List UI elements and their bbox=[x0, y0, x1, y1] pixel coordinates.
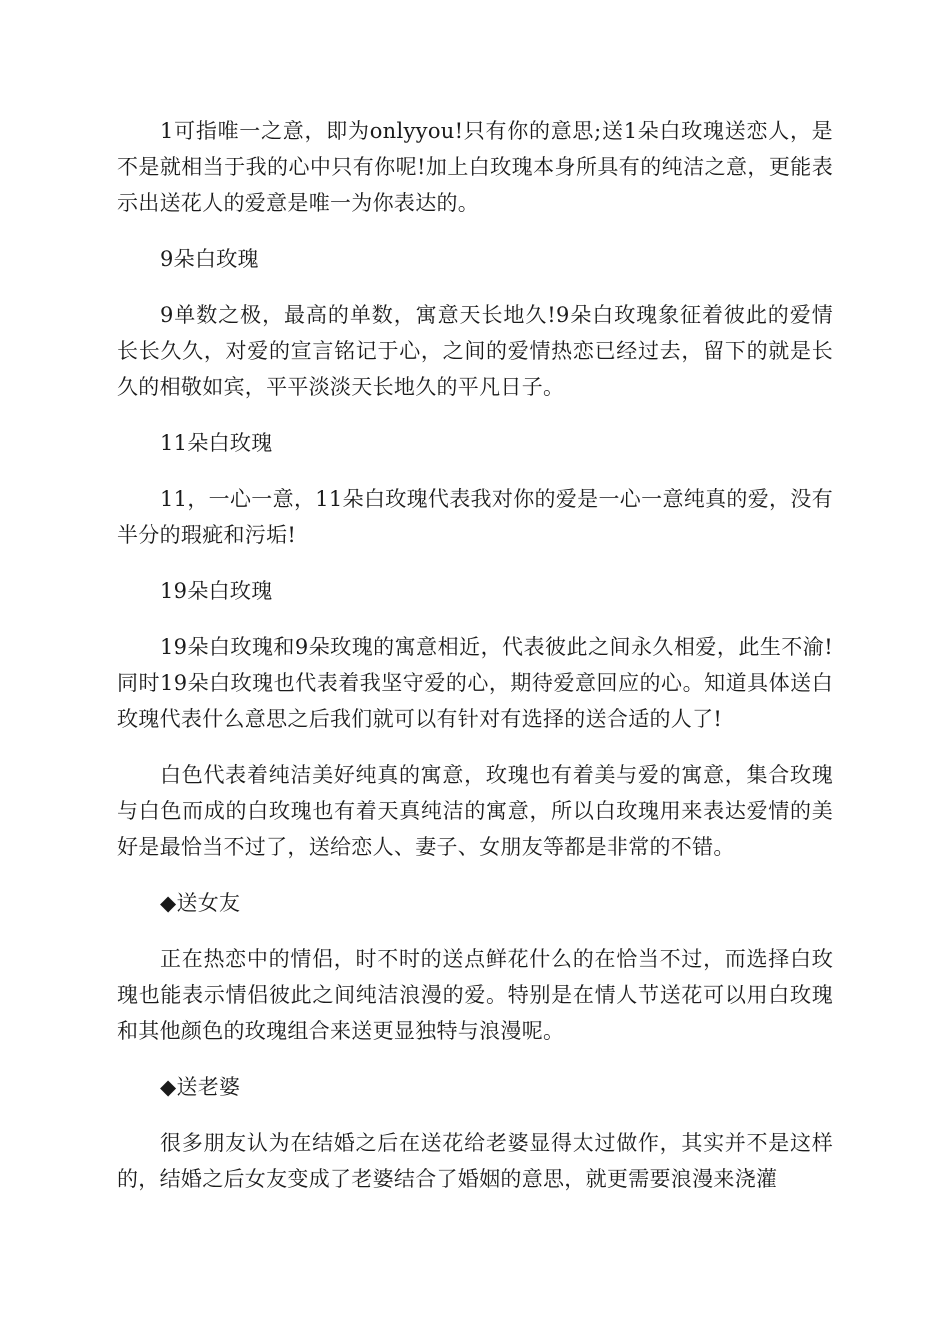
heading-eleven-roses: 11朵白玫瑰 bbox=[160, 431, 273, 455]
paragraph-white-meaning: 白色代表着纯洁美好纯真的寓意，玫瑰也有着美与爱的寓意，集合玫瑰与白色而成的白玫瑰也有着天真纯洁的寓意，所以白玫瑰用来表达爱情的美好是最恰当不过了，送给恋人、妻子、女朋友等都是非常的不错。 bbox=[117, 763, 833, 859]
paragraph-one-rose: 1可指唯一之意，即为onlyyou!只有你的意思;送1朵白玫瑰送恋人，是不是就相当于我的心中只有你呢!加上白玫瑰本身所具有的纯洁之意，更能表示出送花人的爱意是唯一为你表达的。 bbox=[117, 119, 833, 215]
paragraph-for-girlfriend: 正在热恋中的情侣，时不时的送点鲜花什么的在恰当不过，而选择白玫瑰也能表示情侣彼此之间纯洁浪漫的爱。特别是在情人节送花可以用白玫瑰和其他颜色的玫瑰组合来送更显独特与浪漫呢。 bbox=[117, 947, 833, 1043]
paragraph-for-wife: 很多朋友认为在结婚之后在送花给老婆显得太过做作，其实并不是这样的，结婚之后女友变成了老婆结合了婚姻的意思，就更需要浪漫来浇灌 bbox=[117, 1131, 833, 1191]
heading-for-wife: ◆送老婆 bbox=[160, 1075, 241, 1099]
document-page bbox=[117, 113, 833, 1217]
paragraph-nineteen-roses: 19朵白玫瑰和9朵玫瑰的寓意相近，代表彼此之间永久相爱，此生不渝!同时19朵白玫瑰也代表着我坚守爱的心，期待爱意回应的心。知道具体送白玫瑰代表什么意思之后我们就可以有针对有选择的送合适的人了! bbox=[117, 635, 833, 731]
paragraph-nine-roses: 9单数之极，最高的单数，寓意天长地久!9朵白玫瑰象征着彼此的爱情长长久久，对爱的宣言铭记于心，之间的爱情热恋已经过去，留下的就是长久的相敬如宾，平平淡淡天长地久的平凡日子。 bbox=[117, 303, 833, 399]
heading-nine-roses: 9朵白玫瑰 bbox=[160, 247, 259, 271]
heading-for-girlfriend: ◆送女友 bbox=[160, 891, 241, 915]
heading-nineteen-roses: 19朵白玫瑰 bbox=[160, 579, 273, 603]
paragraph-eleven-roses: 11，一心一意，11朵白玫瑰代表我对你的爱是一心一意纯真的爱，没有半分的瑕疵和污垢! bbox=[117, 487, 833, 547]
